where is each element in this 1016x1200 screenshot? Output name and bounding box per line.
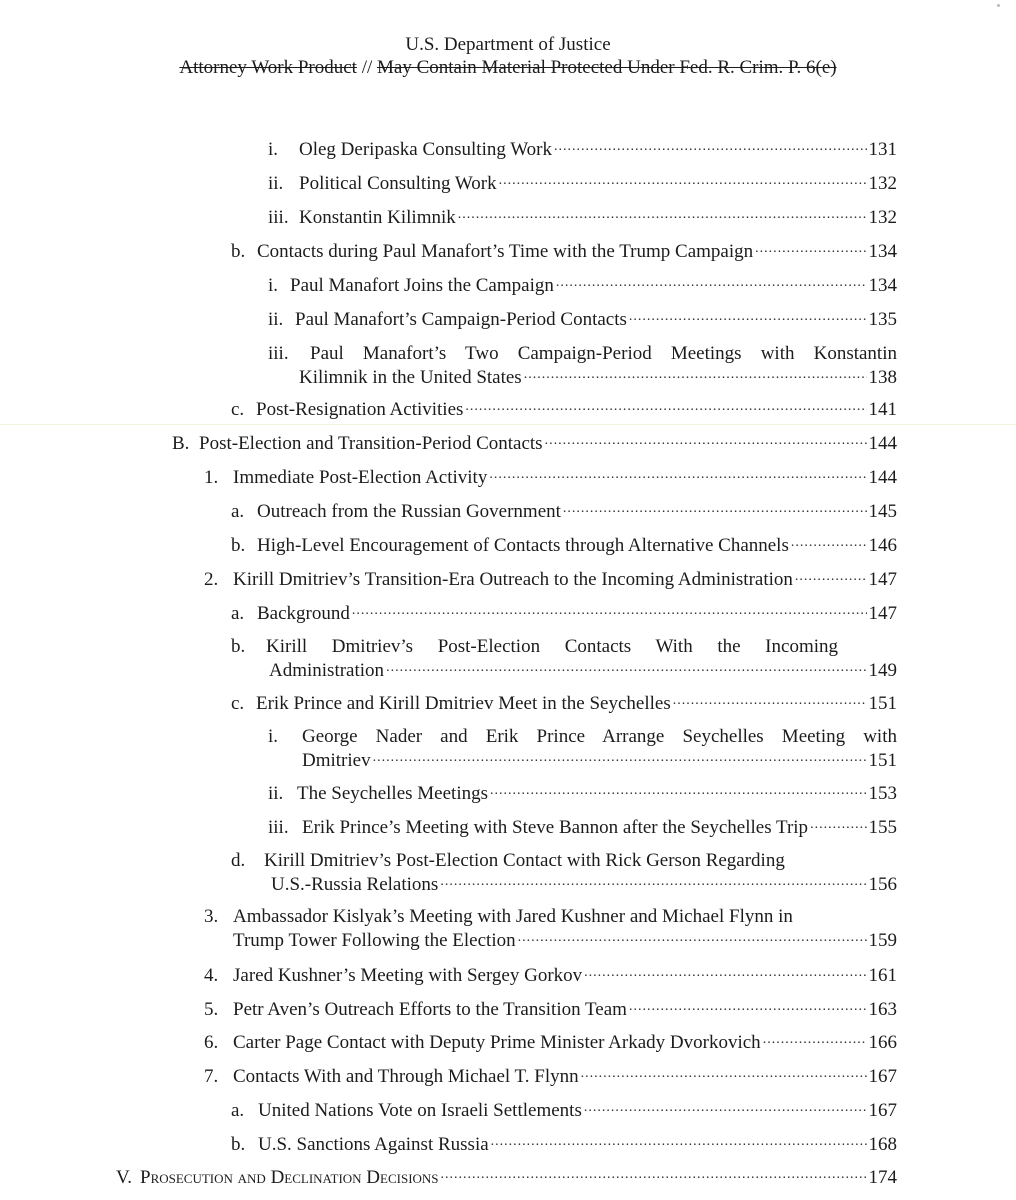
dot-leader (458, 207, 867, 223)
toc-entry-number: a. (231, 603, 245, 624)
toc-entry-page: 145 (868, 501, 897, 522)
dot-leader (563, 501, 867, 517)
toc-entry-title: United Nations Vote on Israeli Settlements (258, 1100, 582, 1121)
toc-entry-page: 161 (868, 965, 897, 986)
dot-leader (491, 1134, 867, 1150)
toc-entry-title: Contacts With and Through Michael T. Flynn (233, 1066, 579, 1087)
toc-entry-title: Outreach from the Russian Government (257, 501, 561, 522)
toc-entry-title-line1: Paul Manafort’s Two Campaign-Period Meetings with Konstantin (310, 343, 897, 364)
toc-entry-number: i. (268, 139, 279, 160)
toc-entry-number: i. (268, 726, 279, 747)
toc-entry-number: ii. (268, 309, 284, 330)
toc-entry-number: 5. (204, 999, 219, 1020)
toc-entry-page: 159 (868, 930, 897, 951)
toc-entry-title: Post-Election and Transition-Period Contacts (199, 433, 543, 454)
page-header (0, 33, 1016, 79)
toc-entry-page: 146 (868, 535, 897, 556)
toc-entry[interactable] (268, 206, 897, 230)
toc-entry-number: 3. (204, 906, 219, 927)
dot-leader (791, 535, 867, 551)
toc-entry-number: 7. (204, 1066, 219, 1087)
toc-entry-page: 153 (868, 783, 897, 804)
dot-leader (518, 930, 867, 946)
dot-leader (795, 569, 867, 585)
scan-artifact-line (0, 424, 1016, 425)
toc-entry-title-line1: Kirill Dmitriev’s Post-Election Contact with Rick Gerson Regarding (264, 850, 785, 871)
toc-entry-page: 144 (868, 433, 897, 454)
dot-leader (556, 275, 867, 291)
toc-entry-number: iii. (268, 817, 289, 838)
toc-entry-page: 151 (868, 693, 897, 714)
scan-speck (997, 4, 1000, 7)
toc-entry[interactable] (204, 964, 897, 988)
dot-leader (441, 1167, 867, 1183)
toc-entry-title: Paul Manafort’s Campaign-Period Contacts (295, 309, 627, 330)
dot-leader (755, 241, 866, 257)
toc-entry-title-line2: Trump Tower Following the Election (233, 930, 516, 951)
toc-entry-title: Post-Resignation Activities (256, 399, 464, 420)
toc-entry-title-line1: Ambassador Kislyak’s Meeting with Jared Kushner and Michael Flynn in (233, 906, 793, 927)
toc-entry-number: ii. (268, 783, 284, 804)
toc-entry-number: 4. (204, 965, 219, 986)
toc-entry-page: 174 (868, 1167, 897, 1188)
dot-leader (545, 433, 867, 449)
toc-entry-title: Prosecution and Declination Decisions (140, 1167, 439, 1188)
toc-entry-number: b. (231, 241, 246, 262)
toc-entry-title: Erik Prince’s Meeting with Steve Bannon after the Seychelles Trip (302, 817, 809, 838)
toc-entry-page: 147 (868, 569, 897, 590)
toc-entry-page: 135 (868, 309, 897, 330)
toc-entry[interactable] (204, 568, 897, 592)
toc-entry-number: V. (116, 1167, 133, 1188)
toc-entry[interactable] (231, 240, 897, 264)
toc-entry-title: Konstantin Kilimnik (299, 207, 456, 228)
toc-entry[interactable] (231, 692, 897, 716)
toc-entry-title: U.S. Sanctions Against Russia (258, 1134, 489, 1155)
toc-entry-number: iii. (268, 207, 289, 228)
toc-entry[interactable] (268, 274, 897, 298)
toc-entry[interactable] (268, 782, 897, 806)
toc-entry-page: 131 (868, 139, 897, 160)
toc-entry-number: a. (231, 501, 245, 522)
dot-leader (763, 1032, 867, 1048)
dot-leader (673, 693, 867, 709)
header-agency: U.S. Department of Justice (405, 34, 611, 55)
toc-entry-title: Carter Page Contact with Deputy Prime Minister Arkady Dvorkovich (233, 1032, 761, 1053)
marking-work-product: Attorney Work Product (179, 57, 357, 78)
toc-entry-title: Background (257, 603, 350, 624)
toc-entry-page: 147 (868, 603, 897, 624)
toc-entry-number: b. (231, 1134, 246, 1155)
toc-entry[interactable] (231, 602, 897, 626)
toc-entry-page: 155 (868, 817, 897, 838)
toc-entry[interactable] (116, 1166, 897, 1190)
toc-entry-page: 132 (868, 173, 897, 194)
dot-leader (490, 783, 866, 799)
toc-entry-title: Jared Kushner’s Meeting with Sergey Gorkov (233, 965, 583, 986)
toc-entry-title-line2: Dmitriev (302, 750, 371, 771)
toc-entry[interactable] (268, 816, 897, 840)
toc-entry[interactable] (231, 500, 897, 524)
dot-leader (810, 817, 866, 833)
dot-leader (524, 367, 867, 383)
toc-entry[interactable] (172, 432, 897, 456)
dot-leader (499, 173, 867, 189)
toc-entry-title: Paul Manafort Joins the Campaign (290, 275, 554, 296)
toc-entry-number: i. (268, 275, 279, 296)
toc-entry-title: Political Consulting Work (299, 173, 497, 194)
marking-grand-jury: May Contain Material Protected Under Fed. R. Crim. P. 6(e) (377, 57, 837, 78)
toc-entry[interactable] (231, 635, 897, 683)
toc-entry[interactable] (268, 138, 897, 162)
toc-entry[interactable] (231, 534, 897, 558)
toc-entry-number: B. (172, 433, 190, 454)
toc-entry[interactable] (204, 466, 897, 490)
toc-entry[interactable] (204, 1031, 897, 1055)
toc-entry[interactable] (231, 1133, 897, 1157)
dot-leader (581, 1066, 867, 1082)
toc-entry-number: c. (231, 399, 245, 420)
toc-entry-title-line2: Kilimnik in the United States (299, 367, 522, 388)
toc-entry-title: Oleg Deripaska Consulting Work (299, 139, 553, 160)
dot-leader (352, 603, 867, 619)
dot-leader (373, 750, 867, 766)
dot-leader (386, 660, 866, 676)
toc-entry-title-line2: Administration (269, 660, 385, 681)
toc-entry-page: 149 (868, 660, 897, 681)
toc-entry[interactable] (268, 172, 897, 196)
toc-entry-page: 156 (868, 874, 897, 895)
toc-entry-number: iii. (268, 343, 289, 364)
toc-entry-title: Contacts during Paul Manafort’s Time with the Trump Campaign (257, 241, 754, 262)
toc-entry[interactable] (268, 342, 897, 390)
toc-entry-page: 168 (868, 1134, 897, 1155)
toc-entry-title: Petr Aven’s Outreach Efforts to the Transition Team (233, 999, 627, 1020)
toc-entry-page: 163 (868, 999, 897, 1020)
toc-entry[interactable] (268, 725, 897, 773)
dot-leader (584, 1100, 867, 1116)
toc-entry-page: 151 (868, 750, 897, 771)
toc-entry-title: Kirill Dmitriev’s Transition-Era Outreach to the Incoming Administration (233, 569, 793, 590)
toc-entry-page: 134 (868, 275, 897, 296)
toc-entry-title: High-Level Encouragement of Contacts through Alternative Channels (257, 535, 789, 556)
toc-entry-title: The Seychelles Meetings (297, 783, 489, 804)
toc-entry[interactable] (231, 849, 897, 897)
toc-entry-number: 6. (204, 1032, 219, 1053)
toc-entry-number: 1. (204, 467, 219, 488)
dot-leader (584, 965, 866, 981)
toc-entry[interactable] (204, 998, 897, 1022)
toc-entry-page: 138 (868, 367, 897, 388)
toc-entry-page: 167 (868, 1066, 897, 1087)
toc-entry-page: 141 (868, 399, 897, 420)
toc-entry[interactable] (231, 1099, 897, 1123)
toc-entry[interactable] (268, 308, 897, 332)
toc-entry[interactable] (231, 398, 897, 422)
toc-entry[interactable] (204, 1065, 897, 1089)
dot-leader (554, 139, 866, 155)
toc-entry-number: 2. (204, 569, 219, 590)
toc-entry-title-line1: George Nader and Erik Prince Arrange Seychelles Meeting with (302, 726, 897, 747)
toc-entry-number: ii. (268, 173, 284, 194)
toc-entry-title: Immediate Post-Election Activity (233, 467, 488, 488)
toc-entry-title-line2: U.S.-Russia Relations (271, 874, 439, 895)
toc-entry-page: 166 (868, 1032, 897, 1053)
toc-entry-page: 132 (868, 207, 897, 228)
toc-entry-number: c. (231, 693, 245, 714)
toc-entry-page: 167 (868, 1100, 897, 1121)
toc-entry-title-line1: Kirill Dmitriev’s Post-Election Contacts With the Incoming (266, 636, 838, 657)
toc-entry-number: b. (231, 636, 246, 657)
toc-entry-page: 134 (868, 241, 897, 262)
toc-entry-number: d. (231, 850, 246, 871)
dot-leader (465, 399, 866, 415)
toc-entry-number: a. (231, 1100, 245, 1121)
dot-leader (489, 467, 866, 483)
dot-leader (440, 874, 866, 890)
dot-leader (629, 999, 867, 1015)
marking-separator: // (361, 57, 373, 78)
header-markings (0, 56, 1016, 79)
dot-leader (629, 309, 867, 325)
toc-entry[interactable] (204, 905, 897, 953)
toc-entry-number: b. (231, 535, 246, 556)
toc-entry-title: Erik Prince and Kirill Dmitriev Meet in the Seychelles (256, 693, 671, 714)
toc-entry-page: 144 (868, 467, 897, 488)
